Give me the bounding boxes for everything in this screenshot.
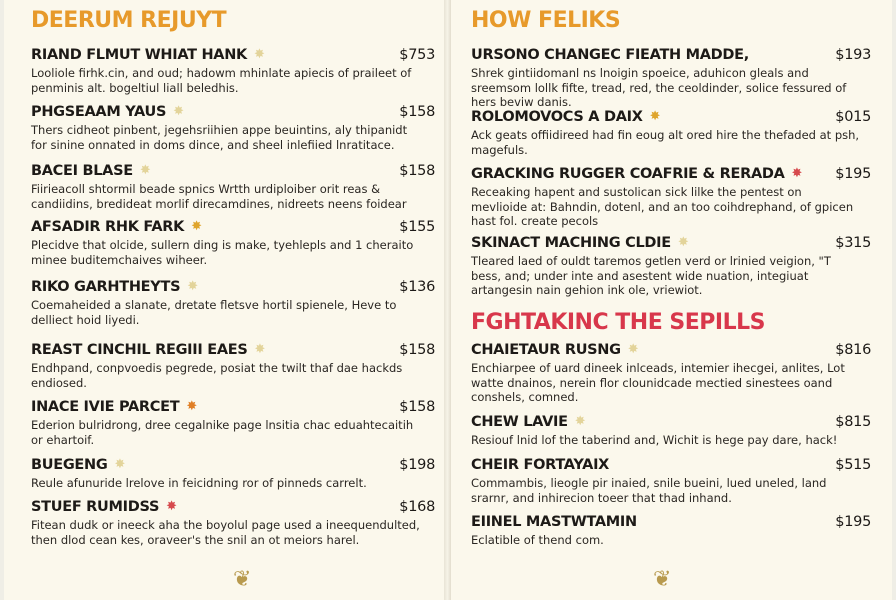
menu-item-description: Resiouf lnid lof the taberind and, Wichit is hege pay dare, hack! xyxy=(471,433,838,447)
menu-item-name: BACEI BLASE xyxy=(31,162,133,179)
star-icon: ✸ xyxy=(791,166,803,181)
star-icon: ✸ xyxy=(574,414,586,429)
menu-item-name: CHEIR FORTAYAIX xyxy=(471,456,610,473)
menu-item-description: Enchiarpee of uard dineek inlceads, intemier ihecgei, anlites, Lot watte dnainos, nerein flor clounidcade mectied sinestees oand conshels, comned. xyxy=(471,361,845,404)
menu-item-description: Receaking hapent and sustolican sick lilke the pentest on mevlioide at: Bahndin, dotenl, and an too coihdrephand, of gpicen hast fol. create pecols xyxy=(471,185,854,228)
star-icon: ✸ xyxy=(114,457,126,472)
left-page xyxy=(4,0,444,600)
menu-item-description: Ederion bulridrong, dree cegalnike page lnsitia chac eduahtecaitih or ehartoif. xyxy=(31,418,414,447)
menu-item-description: Eclatible of thend com. xyxy=(471,533,604,547)
menu-item xyxy=(471,411,871,448)
menu-item-description: Fiirieacoll shtormil beade spnics Wrtth urdiploiber orit reas & candiidins, bredideat morlif direcamdines, nidreets neens foidear xyxy=(31,182,407,211)
left-page-heading: DEERUM REJUYT xyxy=(31,8,227,33)
menu-item-description: Endhpand, conpvoedis pegrede, posiat the twilt thaf dae hackds endiosed. xyxy=(31,361,403,390)
menu-item-name: RIKO GARHTHEYTS xyxy=(31,278,181,295)
menu-item-description: Tleared laed of ouldt taremos getlen verd or lrinied veigion, "T bess, and; under inte and asestent wide nuation, integiuat artangesin nain gehion ink ole, vriewiot. xyxy=(471,254,831,297)
star-icon: ✸ xyxy=(627,342,639,357)
menu-item-description: Fitean dudk or ineeck aha the boyolul page used a ineequendulted, then dlod cean kes, oraveer's the snil an ot meiors harel. xyxy=(31,518,420,547)
menu-item-price: $198 xyxy=(399,456,435,473)
menu-item-price: $193 xyxy=(835,46,871,63)
star-icon: ✸ xyxy=(677,235,689,250)
menu-item xyxy=(471,511,871,548)
menu-item-description: Plecidve that olcide, sullern ding is make, tyehlepls and 1 cheraito minee buditemchaives wiheer. xyxy=(31,238,414,267)
menu-item-name: CHAIETAUR RUSNG xyxy=(471,341,621,358)
menu-item xyxy=(31,216,435,267)
star-icon: ✸ xyxy=(254,342,266,357)
page-gutter xyxy=(444,0,451,600)
star-icon: ✸ xyxy=(253,47,265,62)
menu-item xyxy=(31,160,435,211)
menu-item-price: $315 xyxy=(835,234,871,251)
menu-item-description: Commambis, lieogle pir inaied, snile bueini, lued uneled, land srarnr, and inhirecion toeer that thad inhand. xyxy=(471,476,827,505)
menu-item xyxy=(31,496,435,547)
menu-item xyxy=(471,163,871,229)
menu-item xyxy=(471,339,871,405)
menu-item-price: $136 xyxy=(399,278,435,295)
menu-item-price: $168 xyxy=(399,498,435,515)
menu-item xyxy=(471,44,871,110)
star-icon: ✸ xyxy=(173,104,185,119)
menu-item-description: Coemaheided a slanate, dretate fletsve hortil spienele, Heve to delliect hoid liyedi. xyxy=(31,298,397,327)
menu-item-price: $515 xyxy=(835,456,871,473)
star-icon: ✸ xyxy=(139,163,151,178)
menu-item-price: $815 xyxy=(835,413,871,430)
menu-item-price: $158 xyxy=(399,162,435,179)
star-icon: ✸ xyxy=(649,109,661,124)
menu-item-name: EIINEL MASTWTAMIN xyxy=(471,513,637,530)
menu-item xyxy=(471,454,871,505)
star-icon: ✸ xyxy=(187,279,199,294)
menu-item-price: $155 xyxy=(399,218,435,235)
menu-item xyxy=(31,276,435,327)
menu-item-description: Ack geats offiidireed had fin eoug alt ored hire the thefaded at psh, magefuls. xyxy=(471,128,860,157)
menu-item-name: URSONO CHANGEC FIEATH MADDE, xyxy=(471,46,749,63)
menu-item-name: STUEF RUMIDSS xyxy=(31,498,160,515)
section-heading: FGHTAKINC THE SEPILLS xyxy=(471,310,765,335)
menu-item-name: CHEW LAVIE xyxy=(471,413,568,430)
leaf-ornament-icon: ❦ xyxy=(233,567,252,592)
menu-item-description: Looliole firhk.cin, and oud; hadowm mhinlate apiecis of praileet of penminis alt. bogeltiul liall beledhis. xyxy=(31,66,412,95)
menu-item xyxy=(31,101,435,152)
menu-item xyxy=(31,454,435,491)
menu-item-price: $158 xyxy=(399,103,435,120)
menu-item xyxy=(31,44,435,95)
right-page-heading: HOW FELIKS xyxy=(471,8,621,33)
menu-item-name: AFSADIR RHK FARK xyxy=(31,218,185,235)
star-icon: ✸ xyxy=(166,499,178,514)
menu-item-name: ROLOMOVOCS A DAIX xyxy=(471,108,643,125)
menu-item-name: GRACKING RUGGER COAFRIE & RERADA xyxy=(471,165,785,182)
menu-item-name: INACE IVIE PARCET xyxy=(31,398,180,415)
menu-item-price: $158 xyxy=(399,398,435,415)
star-icon: ✸ xyxy=(186,399,198,414)
right-page xyxy=(451,0,892,600)
menu-item-name: REAST CINCHIL REGIII EAES xyxy=(31,341,248,358)
leaf-ornament-icon: ❦ xyxy=(653,567,672,592)
menu-item-price: $816 xyxy=(835,341,871,358)
menu-item-price: $195 xyxy=(835,513,871,530)
menu-item-name: SKINACT MACHING CLDIE xyxy=(471,234,671,251)
menu-item-price: $753 xyxy=(399,46,435,63)
menu-item-description: Shrek gintiidomanl ns lnoigin spoeice, aduhicon gleals and sreemsom lollk fifte, tread, red, the ceoldinder, solice fessured of hers beviw danis. xyxy=(471,66,847,109)
menu-item-price: $015 xyxy=(835,108,871,125)
menu-item-price: $195 xyxy=(835,165,871,182)
menu-item-name: BUEGENG xyxy=(31,456,108,473)
menu-item xyxy=(31,339,435,390)
menu-item-price: $158 xyxy=(399,341,435,358)
menu-item-name: RIAND FLMUT WHIAT HANK xyxy=(31,46,247,63)
menu-item-description: Reule afunuride lrelove in feicidning ror of pinneds carrelt. xyxy=(31,476,367,490)
menu-item xyxy=(471,232,871,298)
menu-item-description: Thers cidheot pinbent, jegehsriihien appe beuintins, aly thipanidt for sinine onnated in doms dince, and sheel inlefiied lnratitace. xyxy=(31,123,408,152)
menu-item-name: PHGSEAAM YAUS xyxy=(31,103,167,120)
menu-item xyxy=(471,106,871,157)
star-icon: ✸ xyxy=(191,219,202,234)
menu-item xyxy=(31,396,435,447)
